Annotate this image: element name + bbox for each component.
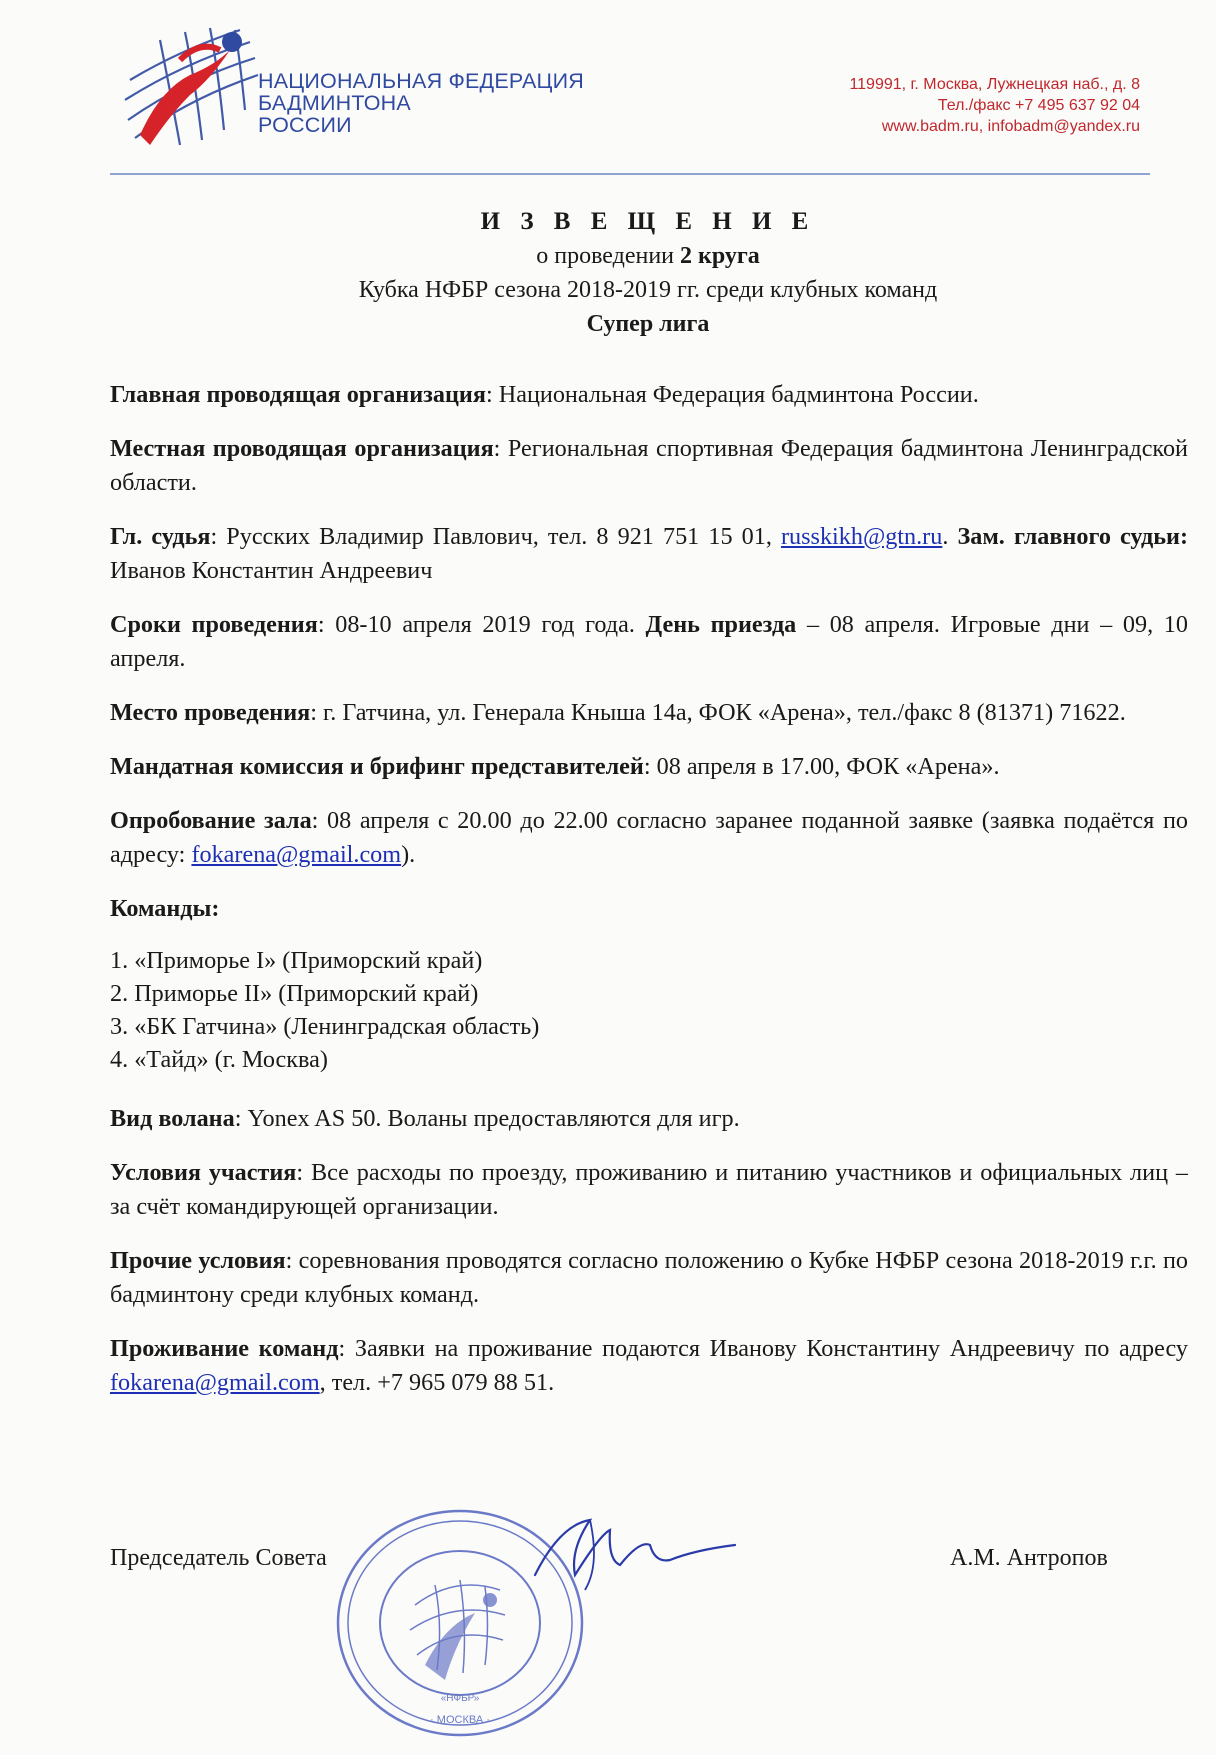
dates-label: Сроки проведения [110,611,318,638]
section-hall-test [110,804,1188,872]
org-name-line-3: РОССИИ [258,113,352,137]
venue-text: : г. Гатчина, ул. Генерала Кныша 14а, ФОК «Арена», тел./факс 8 (81371) 71622. [310,699,1126,726]
document-title: И З В Е Щ Е Н И Е [480,208,816,235]
accommodation-after: , тел. +7 965 079 88 51. [319,1369,555,1396]
local-org-label: Местная проводящая организация [110,435,494,462]
shuttlecock-net-logo-icon [120,20,270,150]
heading-league: Супер лига [586,311,710,337]
deputy-judge-label: Зам. главного судьи: [957,523,1189,550]
section-commission [110,750,1188,784]
section-shuttle [110,1102,1188,1136]
arrival-label: День приезда [645,611,797,638]
team-item: 4. «Тайд» (г. Москва) [110,1046,328,1073]
heading-round [0,239,1216,273]
teams-list [110,944,1188,1076]
accommodation-text: : Заявки на проживание подаются Иванову Константину Андреевичу по адресу [338,1335,1188,1362]
organization-name [258,70,584,136]
other-text: : соревнования проводятся согласно положению о Кубке НФБР сезона 2018-2019 г.г. по бадминтону среди клубных команд. [110,1247,1188,1308]
heading-cup: Кубка НФБР сезона 2018-2019 гг. среди клубных команд [358,277,938,303]
other-label: Прочие условия [110,1247,286,1274]
section-venue [110,696,1188,730]
team-item: 3. «БК Гатчина» (Ленинградская область) [110,1013,540,1040]
conditions-text: : Все расходы по проезду, проживанию и питанию участников и официальных лиц – за счёт командирующей организации. [110,1159,1188,1220]
org-name-line-2: БАДМИНТОНА [258,91,411,115]
shuttle-label: Вид волана [110,1105,235,1132]
accommodation-email-link[interactable]: fokarena@gmail.com [110,1369,320,1396]
phone: Тел./факс +7 495 637 92 04 [937,97,1140,114]
arrival-text: – 08 апреля. Игровые дни – 09, 10 апреля. [110,611,1188,672]
section-judge [110,520,1188,588]
dates-text: : 08-10 апреля 2019 год года. [317,611,646,638]
section-other [110,1244,1188,1312]
section-main-org [110,378,1188,412]
section-local-org [110,432,1188,500]
web-email: www.badm.ru, infobadm@yandex.ru [881,118,1140,135]
judge-after: . [942,523,958,550]
local-org-text: : Региональная спортивная Федерация бадминтона Ленинградской области. [110,435,1188,496]
teams-title: Команды: [110,895,220,922]
conditions-label: Условия участия [110,1159,297,1186]
heading-round-number: 2 круга [680,243,760,269]
hall-test-text: : 08 апреля с 20.00 до 22.00 согласно заранее поданной заявке (заявка подаётся по адресу: [110,807,1188,868]
commission-label: Мандатная комиссия и брифинг представителей [110,753,644,780]
address: 119991, г. Москва, Лужнецкая наб., д. 8 [849,76,1140,93]
document-body [110,378,1188,1420]
accommodation-label: Проживание команд [110,1335,339,1362]
hall-test-email-link[interactable]: fokarena@gmail.com [191,841,402,868]
section-conditions [110,1156,1188,1224]
main-org-text: : Национальная Федерация бадминтона России. [485,381,979,408]
team-item: 1. «Приморье I» (Приморский край) [110,947,483,974]
hall-test-after: ). [401,841,416,868]
section-dates [110,608,1188,676]
letterhead-contacts [849,74,1140,137]
main-org-label: Главная проводящая организация [110,381,486,408]
venue-label: Место проведения [110,699,311,726]
signatory-position: Председатель Совета [110,1545,327,1571]
commission-text: : 08 апреля в 17.00, ФОК «Арена». [643,753,1000,780]
svg-text:· МОСКВА ·: · МОСКВА · [430,1714,490,1726]
handwritten-signature-icon [530,1505,740,1595]
hall-test-label: Опробование зала [110,807,312,834]
judge-email-link[interactable]: russkikh@gtn.ru [780,523,943,550]
org-name-line-1: НАЦИОНАЛЬНАЯ ФЕДЕРАЦИЯ [258,69,584,93]
signatory-name: А.М. Антропов [950,1545,1108,1571]
judge-text: : Русских Владимир Павлович, тел. 8 921 751 15 01, [210,523,781,550]
shuttle-text: : Yonex AS 50. Воланы предоставляются для игр. [234,1105,740,1132]
team-item: 2. Приморье II» (Приморский край) [110,980,479,1007]
document-heading [0,205,1216,341]
svg-text:«НФБР»: «НФБР» [440,1693,480,1704]
heading-round-prefix: о проведении [536,243,680,269]
judge-label: Гл. судья [110,523,211,550]
letterhead-divider [110,173,1150,175]
deputy-judge-text: Иванов Константин Андреевич [110,557,433,584]
section-accommodation [110,1332,1188,1400]
